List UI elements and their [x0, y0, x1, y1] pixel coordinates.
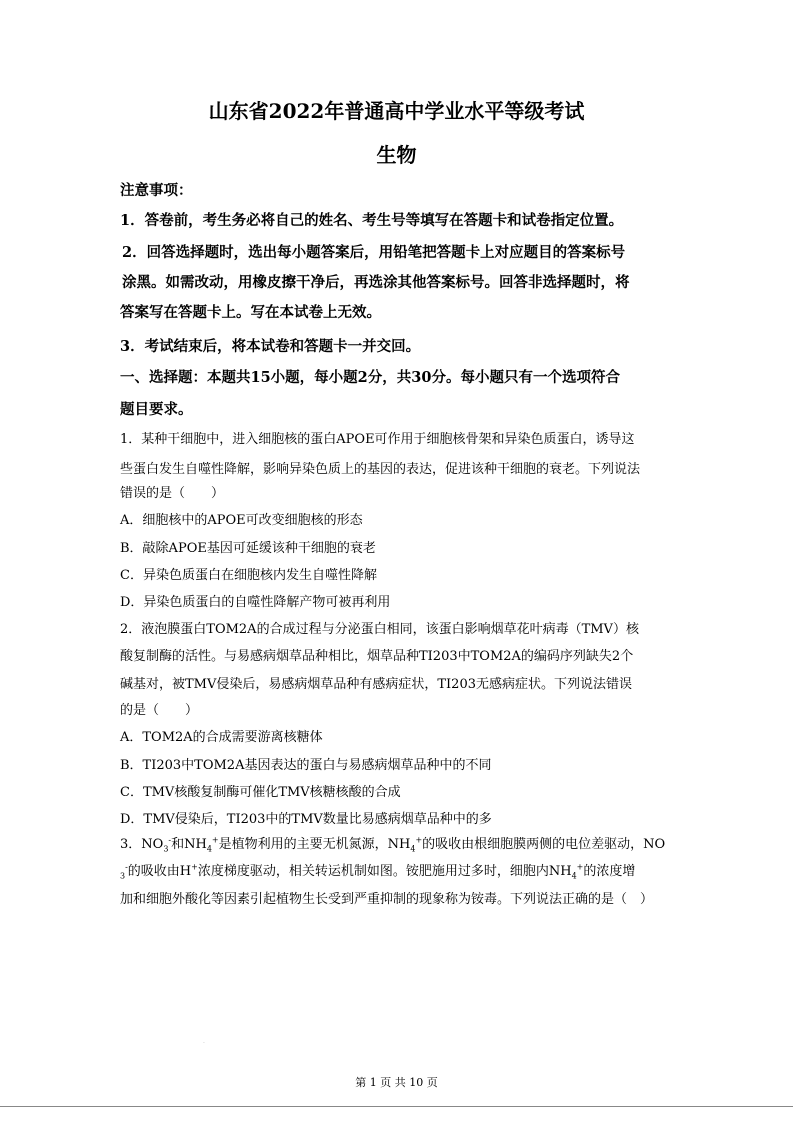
q2-stem-line-1: 2．液泡膜蛋白TOM2A的合成过程与分泌蛋白相同，该蛋白影响烟草花叶病毒（TMV）核 — [120, 622, 639, 637]
q3-line2-text-c: 的浓度增 — [583, 864, 636, 879]
q3-text-1: 3．NO — [120, 837, 164, 852]
q3-nh4-sub: 4 — [206, 844, 212, 854]
q2-option-b: B．TI203中TOM2A基因表达的蛋白与易感病烟草品种中的不同 — [120, 758, 492, 773]
exam-title: 山东省2022年普通高中学业水平等级考试 — [208, 99, 585, 123]
q1-option-b: B．敲除APOE基因可延缓该种干细胞的衰老 — [120, 541, 376, 556]
q3-nh4-sup: + — [211, 835, 219, 845]
q1-stem-line-1: 1．某种干细胞中，进入细胞核的蛋白APOE可作用于细胞核骨架和异染色质蛋白，诱导这 — [120, 432, 635, 447]
q3-line2-nh4-sub: 4 — [571, 871, 577, 881]
subject-title: 生物 — [376, 143, 417, 167]
scan-mark: · — [203, 1040, 205, 1047]
q2-option-c: C．TMV核酸复制酶可催化TMV核糖核酸的合成 — [120, 785, 401, 800]
q3-no3-sub: 3 — [163, 844, 169, 854]
q3-stem-line-3: 加和细胞外酸化等因素引起植物生长受到严重抑制的现象称为铵毒。下列说法正确的是（ ） — [120, 892, 654, 907]
q1-option-a: A．细胞核中的APOE可改变细胞核的形态 — [120, 513, 363, 528]
q3-nh4-sup-2: + — [415, 835, 423, 845]
q3-nh4-sub-2: 4 — [410, 844, 416, 854]
notice-item-1: 1．答卷前，考生务必将自己的姓名、考生号等填写在答题卡和试卷指定位置。 — [120, 212, 624, 229]
q3-text-4: 的吸收由根细胞膜两侧的电位差驱动，NO — [422, 837, 666, 852]
q3-no3-sup: - — [168, 835, 172, 845]
notice-item-2-line-1: 2．回答选择题时，选出每小题答案后，用铅笔把答题卡上对应题目的答案标号 — [122, 244, 626, 261]
q2-option-a: A．TOM2A的合成需要游离核糖体 — [120, 730, 323, 745]
q3-line2-nh4-sup: + — [576, 862, 584, 872]
q1-option-c: C．异染色质蛋白在细胞核内发生自噬性降解 — [120, 568, 377, 583]
footer-rule — [0, 1106, 793, 1107]
notice-item-3: 3．考试结束后，将本试卷和答题卡一并交回。 — [120, 338, 421, 355]
section-1-heading-line-2: 题目要求。 — [120, 401, 193, 418]
q3-stem-line-1 — [120, 835, 665, 855]
q3-text-2: 和NH — [171, 837, 207, 852]
q3-text-3: 是植物利用的主要无机氮源，NH — [218, 837, 411, 852]
q2-stem-line-3: 碱基对，被TMV侵染后，易感病烟草品种有感病症状，TI203无感病症状。下列说法错误 — [120, 677, 632, 692]
q2-option-d: D．TMV侵染后，TI203中的TMV数量比易感病烟草品种中的多 — [120, 812, 492, 827]
q3-line2-no3-sup: - — [125, 862, 128, 872]
q1-option-d: D．异染色质蛋白的自噬性降解产物可被再利用 — [120, 595, 391, 610]
notice-item-2-line-2: 涂黑。如需改动，用橡皮擦干净后，再选涂其他答案标号。回答非选择题时，将 — [122, 274, 630, 291]
q3-line2-text-a: 的吸收由H — [127, 864, 192, 879]
q1-stem-line-2: 些蛋白发生自噬性降解，影响异染色质上的基因的表达，促进该种干细胞的衰老。下列说法 — [120, 462, 641, 477]
q3-line2-no3-sub: 3 — [120, 871, 126, 881]
notice-item-2-line-3: 答案写在答题卡上。写在本试卷上无效。 — [120, 304, 381, 321]
notice-heading: 注意事项： — [120, 182, 193, 199]
q1-stem-line-3: 错误的是（ ） — [120, 486, 225, 501]
q2-stem-line-4: 的是（ ） — [120, 703, 199, 718]
q2-stem-line-2: 酸复制酶的活性。与易感病烟草品种相比，烟草品种TI203中TOM2A的编码序列缺失2个 — [120, 649, 634, 664]
q3-line2-h-sup: + — [191, 862, 198, 872]
q3-stem-line-2 — [120, 862, 635, 882]
section-1-heading-line-1: 一、选择题：本题共15小题，每小题2分，共30分。每小题只有一个选项符合 — [120, 369, 620, 386]
q3-line2-text-b: 浓度梯度驱动，相关转运机制如图。铵肥施用过多时，细胞内NH — [197, 864, 572, 879]
page-footer: 第 1 页 共 10 页 — [355, 1076, 438, 1089]
